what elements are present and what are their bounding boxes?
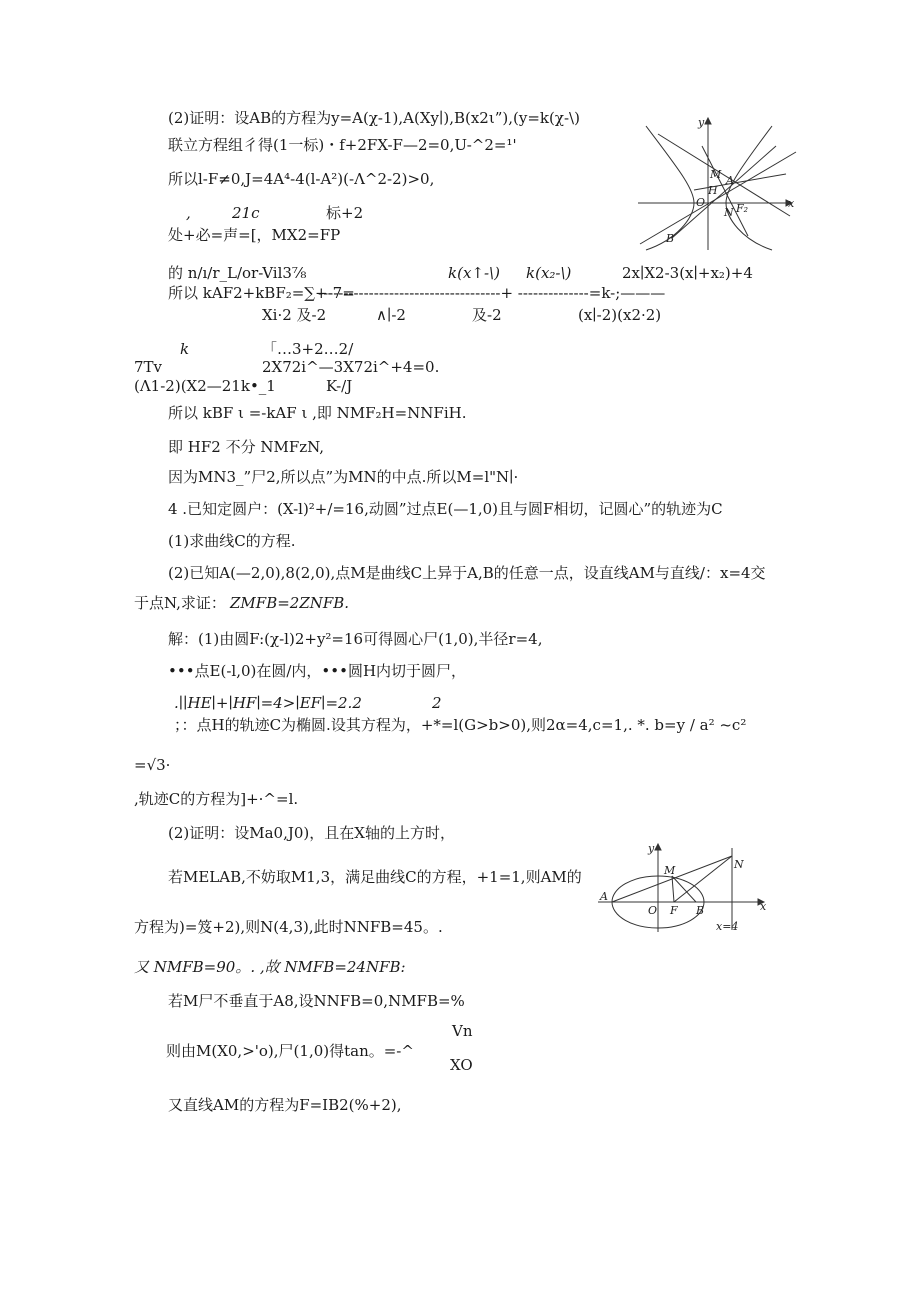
text-fragment: 所以 kAF2+kBF₂=∑+-7=	[168, 284, 355, 302]
label-N: N	[734, 858, 744, 871]
label-F: F	[670, 904, 678, 917]
text-line: 处+必=声=[，MX2=FP	[168, 226, 341, 244]
text-line: 所以 kBF ι =-kAF ι ,即 NMF₂H=NNFiH.	[168, 404, 467, 422]
text-fragment: (Λ1-2)(X2—21k•_1	[134, 377, 276, 395]
text-fragment: ∧∣-2	[376, 306, 406, 324]
hyperbola-right-branch	[726, 126, 772, 250]
y-axis-arrow-icon	[655, 844, 661, 850]
text-line: =√3·	[134, 756, 171, 774]
text-fragment: Xi·2 及-2	[262, 306, 327, 324]
text-fragment: k(x₂-\)	[526, 264, 572, 282]
text-line: 解：(1)由圆F:(χ-l)2+y²=16可得圆心尸(1,0),半径r=4,	[168, 630, 543, 648]
text-fragment: ZMFB=2ZNFB.	[230, 594, 350, 612]
text-fragment: .∣∣HE∣+∣HF∣=4>∣EF∣=2.2	[174, 694, 362, 712]
text-line: 若MELAB,不妨取M1,3，满足曲线C的方程，+1=1,则AM的	[168, 868, 582, 886]
label-y: y	[648, 842, 655, 855]
text-fragment: 2x∣X2-3(x∣+x₂)+4	[622, 264, 753, 282]
line-F2-A	[658, 134, 790, 216]
label-A: A	[600, 890, 608, 903]
label-y: y	[698, 116, 705, 129]
text-fragment: 21c	[232, 204, 260, 222]
text-line: (2)证明：设AB的方程为y=A(χ-1),A(Xy∣),B(x2ι”),(y=k(χ-\)	[168, 109, 580, 127]
text-fragment: ,	[186, 204, 191, 222]
text-line: 方程为)=笈+2),则N(4,3),此时NNFB=45。.	[134, 918, 443, 936]
text-line: (1)求曲线C的方程.	[168, 532, 296, 550]
text-line: 又 NMFB=90。. ,故 NMFB=24NFB:	[134, 958, 406, 976]
label-M: M	[710, 168, 722, 181]
label-M: M	[664, 864, 676, 877]
line-FM	[672, 876, 674, 902]
text-line: 即 HF2 不分 NMFzN,	[168, 438, 325, 456]
text-fragment: 2X72i^—3X72i^+4=0.	[262, 358, 440, 376]
text-fragment: K-/J	[326, 377, 353, 395]
text-line: •••点E(-l,0)在圆/内，•••圆H内切于圆尸，	[168, 662, 467, 680]
label-x: x	[760, 900, 767, 913]
label-O: O	[696, 196, 706, 209]
text-line: 又直线AM的方程为F=IB2(%+2),	[168, 1096, 402, 1114]
label-F2: F₂	[736, 202, 749, 215]
text-line: 联立方程组彳得(1一标)・f+2FX-F—2=0,U-^2=¹'	[168, 136, 517, 154]
text-line: 4 .已知定圆户：(X-l)²+/=16,动圆”过点E(—1,0)且与圆F相切，记圆心”的轨迹为C	[168, 500, 723, 518]
text-line: 所以l-F≠0,J=4A⁴-4(l-A²)(-Λ^2-2)>0,	[168, 170, 435, 188]
text-fragment: 2	[432, 694, 442, 712]
text-fragment: k	[180, 340, 190, 358]
text-line: ；：点H的轨迹C为椭圆.设其方程为，+*=l(G>b>0),则2α=4,c=1,. *. b=y / a² ~c²	[174, 716, 747, 734]
text-fragment: 7Tv	[134, 358, 163, 376]
text-line: 若M尸不垂直于A8,设NNFB=0,NMFB=%	[168, 992, 465, 1010]
text-line: ,轨迹C的方程为]+·^=l.	[134, 790, 299, 808]
line-F2-B	[672, 146, 776, 238]
label-x: x	[788, 197, 795, 210]
y-axis-arrow-icon	[705, 118, 711, 124]
label-B: B	[696, 904, 705, 917]
text-line: 因为MN3_”尸2,所以点”为MN的中点.所以M=l"N∣·	[168, 468, 519, 486]
label-O: O	[648, 904, 658, 917]
text-fragment: 的 n/ı/r_L/or-Vil3⅞	[168, 264, 307, 282]
label-line-x4: x=4	[716, 920, 739, 933]
text-fragment: 标+2	[326, 204, 364, 222]
line-MB	[672, 876, 696, 902]
text-fragment: XO	[450, 1056, 473, 1074]
text-fragment: 「…3+2…2/	[262, 340, 354, 358]
text-fragment: ------------------------------------+ --------------=k-;———	[318, 284, 666, 302]
hyperbola-figure	[636, 116, 802, 252]
label-H: H	[708, 184, 718, 197]
text-fragment: k(x↑-\)	[448, 264, 500, 282]
line-AB	[640, 152, 796, 244]
text-fragment: Vn	[452, 1022, 473, 1040]
label-A: A	[726, 174, 734, 187]
text-line: (2)证明：设Ma0,J0)，且在X轴的上方时，	[168, 824, 455, 842]
text-fragment: 于点N,求证：	[134, 594, 226, 612]
ellipse-figure	[598, 842, 770, 934]
text-fragment: 则由M(X0,>'o),尸(1,0)得tan。=-^	[166, 1042, 414, 1060]
text-line: (2)已知A(—2,0),8(2,0),点M是曲线C上异于A,B的任意一点，设直线AM与直线/：x=4交	[168, 564, 766, 582]
text-fragment: (x∣-2)(x2·2)	[578, 306, 662, 324]
label-B: B	[666, 232, 675, 245]
text-fragment: 及-2	[472, 306, 502, 324]
label-N: N	[724, 206, 734, 219]
